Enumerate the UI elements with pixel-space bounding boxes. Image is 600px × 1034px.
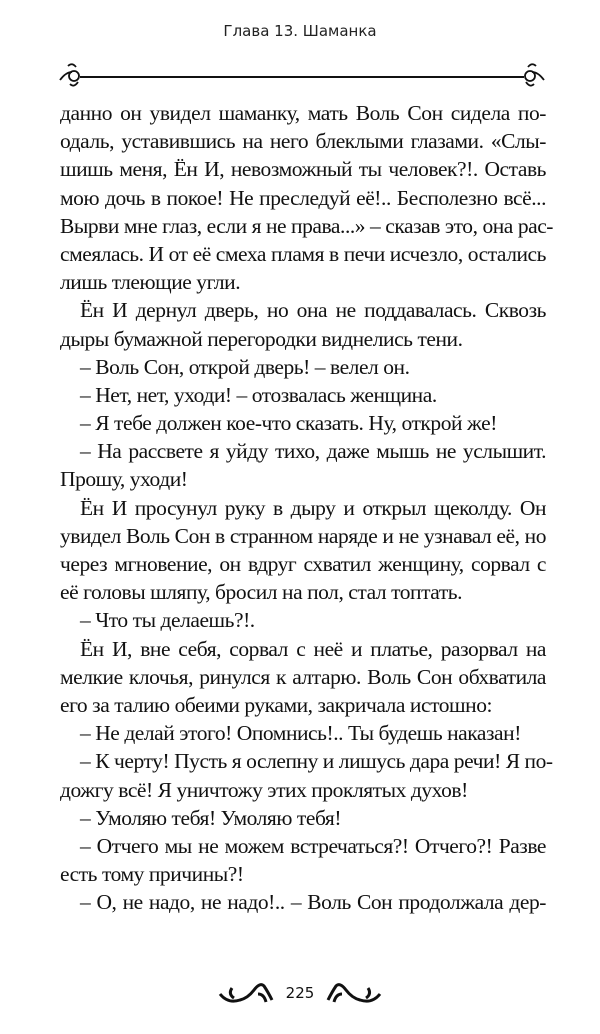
page-body-text bbox=[60, 99, 554, 916]
text-line: – О, не надо, не надо!.. – Воль Сон продолжала дер- bbox=[80, 890, 546, 915]
text-line: – Не делай этого! Опомнись!.. Ты будешь наказан! bbox=[80, 721, 521, 746]
text-line: – На рассвете я уйду тихо, даже мышь не услышит. bbox=[80, 439, 546, 464]
text-line: дожгу всё! Я уничтожу этих проклятых духов! bbox=[60, 777, 468, 802]
text-line: увидел Воль Сон в странном наряде и не узнавал её, но bbox=[60, 523, 546, 548]
page-footer bbox=[0, 980, 600, 1006]
text-line: Прошу, уходи! bbox=[60, 467, 188, 492]
text-line: одаль, уставившись на него блеклыми глазами. «Слы- bbox=[60, 129, 546, 154]
text-line: лишь тлеющие угли. bbox=[60, 270, 241, 295]
text-line: мою дочь в покое! Не преследуй её!.. Бесполезно всё... bbox=[60, 185, 546, 210]
text-line: Ён И дернул дверь, но она не поддавалась. Сквозь bbox=[80, 298, 546, 323]
text-line: – Воль Сон, открой дверь! – велел он. bbox=[80, 354, 410, 379]
flourish-right-icon bbox=[525, 64, 544, 85]
text-line: – Отчего мы не можем встречаться?! Отчего?! Разве bbox=[80, 833, 546, 858]
page-number: 225 bbox=[285, 984, 315, 1002]
text-line: дыры бумажной перегородки виднелись тени. bbox=[60, 326, 463, 351]
text-line: мелкие клочья, ринулся к алтарю. Воль Сон обхватила bbox=[60, 664, 546, 689]
flourish-right-icon bbox=[326, 980, 382, 1006]
text-line: Вырви мне глаз, если я не права...» – сказав это, она рас- bbox=[60, 213, 554, 238]
text-line: через мгновение, он вдруг схватил женщину, сорвал с bbox=[60, 552, 546, 576]
text-line: Ён И, вне себя, сорвал с неё и платье, разорвал на bbox=[80, 636, 546, 661]
text-line: Ён И просунул руку в дыру и открыл щеколду. Он bbox=[80, 495, 546, 520]
text-line: его за талию обеими руками, закричала истошно: bbox=[60, 692, 493, 717]
text-line: – Что ты делаешь?!. bbox=[80, 608, 255, 633]
text-line: смеялась. И от её смеха пламя в печи исчезло, остались bbox=[60, 241, 546, 266]
flourish-left-icon bbox=[60, 64, 79, 85]
text-line: шишь меня, Ён И, невозможный ты человек?!. Оставь bbox=[60, 157, 546, 182]
text-line: – Умоляю тебя! Умоляю тебя! bbox=[80, 805, 342, 830]
text-line: её головы шляпу, бросил на пол, стал топтать. bbox=[60, 580, 463, 605]
text-line: данно он увидел шаманку, мать Воль Сон сидела по- bbox=[60, 101, 546, 125]
ornamental-divider bbox=[58, 60, 546, 90]
text-line: – К черту! Пусть я ослепну и лишусь дара речи! Я по- bbox=[80, 749, 553, 774]
text-line: – Нет, нет, уходи! – отозвалась женщина. bbox=[80, 382, 437, 407]
running-header: Глава 13. Шаманка bbox=[223, 22, 377, 40]
flourish-left-icon bbox=[218, 980, 274, 1006]
text-line: есть тому причины?! bbox=[60, 862, 244, 887]
text-line: – Я тебе должен кое-что сказать. Ну, открой же! bbox=[80, 411, 497, 436]
